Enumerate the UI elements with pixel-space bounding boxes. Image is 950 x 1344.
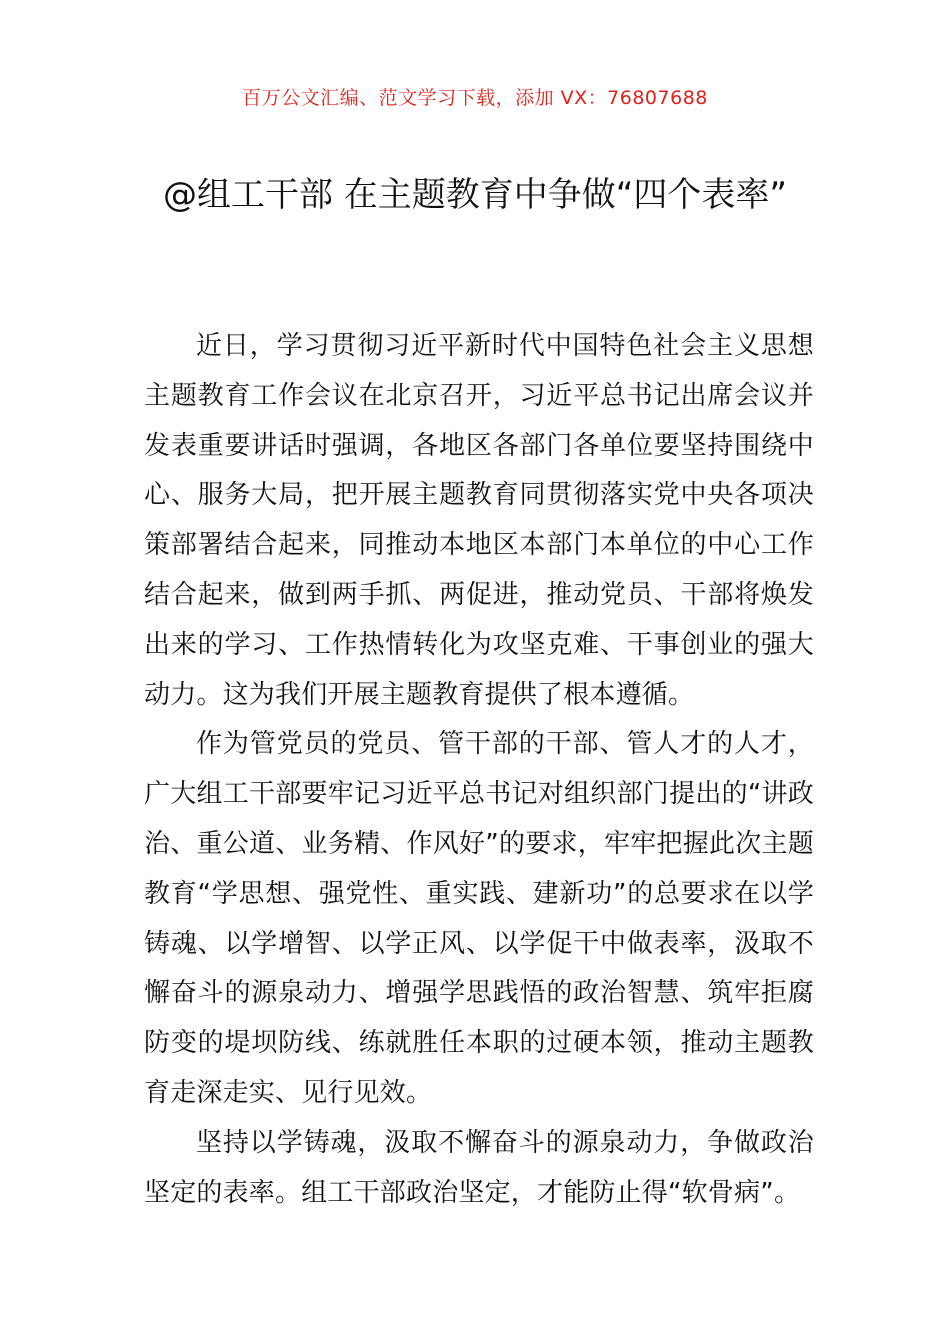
header-promo-note: 百万公文汇编、范文学习下载，添加 VX：76807688 [242,87,708,109]
document-body [144,322,814,1218]
body-paragraph-3: 坚持以学铸魂，汲取不懈奋斗的源泉动力，争做政治坚定的表率。组工干部政治坚定，才能防止得“软骨病”。 [144,1127,814,1208]
body-paragraph-2: 作为管党员的党员、管干部的干部、管人才的人才，广大组工干部要牢记习近平总书记对组织部门提出的“讲政治、重公道、业务精、作风好”的要求，牢牢把握此次主题教育“学思想、强党性、重实践、建新功”的总要求在以学铸魂、以学增智、以学正风、以学促干中做表率，汲取不懈奋斗的源泉动力、增强学思践悟的政治智慧、筑牢拒腐防变的堤坝防线、练就胜任本职的过硬本领，推动主题教育走深走实、见行见效。 [144,729,814,1108]
document-title: @组工干部 在主题教育中争做“四个表率” [162,175,788,215]
body-paragraph-1: 近日，学习贯彻习近平新时代中国特色社会主义思想主题教育工作会议在北京召开，习近平总书记出席会议并发表重要讲话时强调，各地区各部门各单位要坚持围绕中心、服务大局，把开展主题教育同贯彻落实党中央各项决策部署结合起来，同推动本地区本部门本单位的中心工作结合起来，做到两手抓、两促进，推动党员、干部将焕发出来的学习、工作热情转化为攻坚克难、干事创业的强大动力。这为我们开展主题教育提供了根本遵循。 [144,331,814,710]
